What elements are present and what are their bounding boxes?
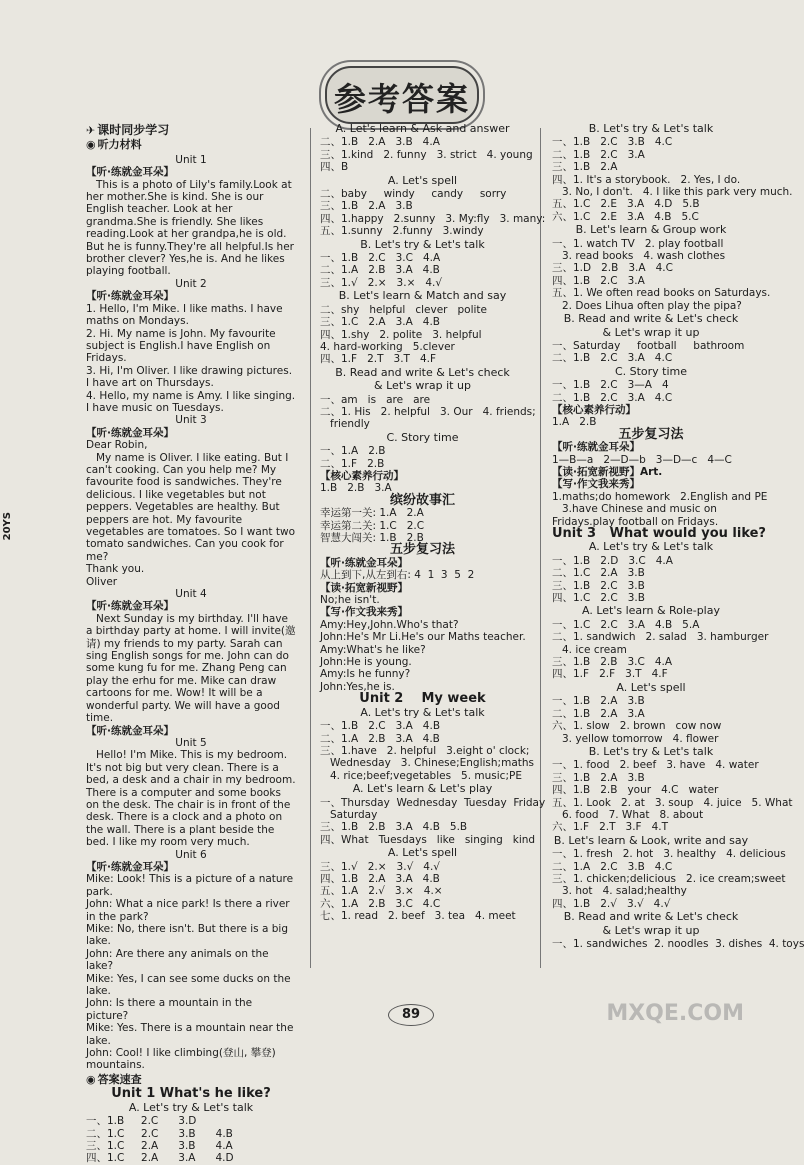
text-line: John:He is young. — [320, 656, 412, 669]
answer-list — [86, 1102, 296, 1165]
section-heading: C. Story time — [386, 430, 459, 444]
text-line: Unit 4 — [175, 588, 207, 601]
text-line: 三、1.√ 2.× 3.× 4.√ — [320, 276, 443, 289]
section-heading: B. Let's try & Let's talk — [588, 122, 714, 135]
text-line: 五、1.C 2.E 3.A 4.D 5.B — [552, 198, 700, 211]
text-line: 一、Saturday football bathroom — [552, 339, 745, 352]
text-line: 二、1.B 2.A 3.A — [552, 707, 645, 720]
text-line: 四、1.C 2.C 3.B — [552, 592, 645, 605]
text-line: 四、1.B 2.B your 4.C water — [552, 784, 719, 797]
text-line: 一、1. sandwiches 2. noodles 3. dishes 4. toys — [552, 938, 804, 950]
section-heading: A. Let's spell — [387, 173, 458, 187]
text-line: 四、1.happy 2.sunny 3. My:fly 3. many: — [320, 212, 546, 225]
text-line: 三、1. chicken;delicious 2. ice cream;sweet — [552, 872, 786, 885]
section-heading: & Let's wrap it up — [374, 379, 471, 393]
text-line: Amy:What's he like? — [320, 643, 426, 656]
text-line: John:Yes,he is. — [320, 680, 395, 693]
section-heading: B. Let's try & Let's talk — [360, 237, 485, 251]
text-line: 五步复习法 — [389, 542, 455, 558]
text-line: Dear Robin, — [86, 439, 148, 452]
text-line: 六、1.C 2.E 3.A 4.B 5.C — [552, 210, 699, 223]
text-line: 三、1.B 2.B 3.C 4.A — [552, 656, 673, 669]
text-line: 四、1.F 2.F 3.T 4.F — [552, 668, 668, 681]
text-line: 3.have Chinese and music on — [562, 503, 717, 516]
section-heading: A. Let's spell — [387, 846, 458, 860]
answers-title: ◉ 答案速查 — [86, 1072, 142, 1086]
column-divider — [310, 128, 311, 968]
text-line: 四、1.shy 2. polite 3. helpful — [320, 328, 482, 341]
text-line: 智慧大闯关: 1.B 2.B — [320, 532, 424, 544]
text-line: 四、1.B 2.√ 3.√ 4.√ — [552, 897, 671, 910]
listening-material — [86, 154, 296, 1072]
text-line: 四、1.B 2.A 3.A 4.B — [320, 872, 440, 885]
section-heading: B. Let's learn & Group work — [575, 223, 727, 237]
text-line: 三、1.B 2.C 3.B — [552, 579, 645, 592]
text-line: 1.B 2.B 3.A — [320, 482, 392, 495]
text-line: 一、1.A 2.B — [320, 445, 386, 458]
section-heading: & Let's wrap it up — [602, 923, 700, 937]
text-line: 3. read books 4. wash clothes — [562, 250, 726, 263]
text-line: No;he isn't. — [320, 594, 380, 607]
text-line: 3. No, I don't. 4. I like this park very much. — [562, 186, 793, 199]
text-line: 三、1.C 2.A 3.B 4.A — [86, 1139, 233, 1152]
text-line: My name is Oliver. I like eating. But I can't cooking. Can you help me? My favourite food is sandwiches. They're delicious. I like vegetables but not peppers. Vegetables are healthy. But peppers are hot. My favourite vegetables are tomatoes. So I want two tomato sandwiches. Can you cook for me? — [86, 451, 295, 563]
unit-title: Unit 1 What's he like? — [111, 1086, 271, 1102]
text-line: 三、1.C 2.A 3.A 4.B — [320, 316, 441, 329]
text-line: Mike: Look! This is a picture of a nature park. — [86, 873, 294, 898]
section-heading: B. Read and write & Let's check — [335, 365, 510, 379]
text-line: 一、1.B 2.C 3—A 4 — [552, 379, 669, 392]
text-line: 从上到下,从左到右: 4 1 3 5 2 — [320, 569, 475, 582]
section-title: ✈ 课时同步学习 — [86, 123, 170, 137]
text-line: 一、1.B 2.D 3.C 4.A — [552, 554, 673, 567]
text-line: 四、1.B 2.C 3.A — [552, 274, 645, 287]
text-line: 4. rice;beef;vegetables 5. music;PE — [330, 769, 522, 782]
text-line: 五步复习法 — [618, 426, 684, 442]
text-line: 三、1.B 2.B 3.A 4.B 5.B — [320, 821, 468, 834]
text-line: 二、shy helpful clever polite — [320, 303, 487, 316]
text-line: Unit 5 — [175, 736, 207, 749]
text-line: 【听·练就金耳朵】 — [552, 441, 640, 454]
text-line: 【听·练就金耳朵】 — [320, 556, 408, 569]
text-line: 三、1.√ 2.× 3.√ 4.√ — [320, 860, 440, 873]
text-line: 三、1.B 2.A 3.B — [320, 200, 413, 213]
text-line: 【听·练就金耳朵】 — [86, 724, 174, 737]
text-line: 二、1.B 2.C 3.A 4.C — [552, 391, 673, 404]
text-line: 三、1.have 2. helpful 3.eight o' clock; — [320, 744, 530, 757]
bullet-icon: ◉ — [86, 138, 96, 152]
text-line: 二、1.A 2.B 3.A 4.B — [320, 264, 440, 277]
column-right — [552, 122, 804, 982]
text-line: 二、1.C 2.C 3.B 4.B — [86, 1127, 233, 1140]
text-line: 幸运第一关: 1.A 2.A — [320, 507, 424, 520]
text-line: Amy:Hey,John.Who's that? — [320, 618, 459, 631]
title-banner — [325, 66, 479, 124]
side-label: 20YS — [2, 512, 13, 541]
text-line: 二、1.B 2.C 3.A 4.C — [552, 352, 673, 365]
text-line: Fridays.play football on Fridays. — [552, 515, 719, 528]
text-line: 三、1.kind 2. funny 3. strict 4. young — [320, 148, 533, 161]
text-line: 三、1.D 2.B 3.A 4.C — [552, 262, 673, 275]
text-line: 二、1.C 2.A 3.B — [552, 567, 645, 580]
text-line: 二、1.A 2.B 3.A 4.B — [320, 732, 440, 745]
text-line: 三、1.B 2.A 3.B — [552, 771, 645, 784]
text-line: Unit 3 — [175, 414, 207, 427]
text-line: 【读·拓宽新视野】 — [320, 581, 408, 594]
text-line: 1.maths;do homework 2.English and PE — [552, 490, 768, 503]
text-line: 4. ice cream — [562, 643, 627, 656]
text-line: 四、What Tuesdays like singing kind — [320, 833, 536, 846]
text-line: 缤纷故事汇 — [389, 492, 455, 508]
text-line: Unit 2 My week — [359, 691, 486, 707]
section-heading: A. Let's try & Let's talk — [588, 540, 714, 554]
section-heading: B. Let's learn & Look, write and say — [553, 833, 749, 847]
text-line: 一、Thursday Wednesday Tuesday Friday — [320, 796, 546, 809]
text-line: 3. hot 4. salad;healthy — [562, 885, 687, 898]
text-line: 【听·练就金耳朵】 — [86, 600, 174, 613]
text-line: 一、1. fresh 2. hot 3. healthy 4. delicious — [552, 848, 786, 861]
text-line: 【核心素养行动】 — [552, 403, 636, 416]
text-line: Unit 3 What would you like? — [552, 526, 766, 541]
text-line: John: Is there a mountain in the picture? — [86, 997, 253, 1022]
text-line: 2. Does Lihua often play the pipa? — [562, 299, 742, 312]
text-line: Next Sunday is my birthday. I'll have a birthday party at home. I will invite(邀请) my friends to my party. Sarah can sing English songs for me. John can do some kung fu for me. Zhang Peng can play the erhu for me. Mike can draw cartoons for me. Wow! It will be a wonderful party. We will have a good time. — [86, 612, 296, 725]
column-middle — [320, 122, 546, 982]
text-line: 七、1. read 2. beef 3. tea 4. meet — [320, 910, 516, 923]
text-line: 六、1.F 2.T 3.F 4.T — [552, 821, 669, 834]
text-line: 一、1.B 2.C 3.C 4.A — [320, 252, 441, 265]
section-heading: A. Let's learn & Ask and answer — [335, 122, 510, 135]
text-line: 一、am is are are — [320, 393, 431, 406]
answer-list — [552, 122, 804, 950]
text-line: 二、1.B 2.C 3.A — [552, 148, 645, 161]
text-line: 【听·练就金耳朵】 — [86, 166, 174, 179]
section-heading: A. Let's spell — [616, 680, 686, 694]
text-line: 幸运第二关: 1.C 2.C — [320, 519, 425, 532]
text-line: 一、1.B 2.A 3.B — [552, 695, 645, 708]
text-line: 四、1.C 2.A 3.A 4.D — [86, 1152, 234, 1165]
text-line: 4. Hello, my name is Amy. I like singing. I have music on Tuesdays. — [86, 389, 296, 414]
text-line: Mike: Yes, I can see some ducks on the lake. — [86, 972, 291, 998]
section-heading: C. Story time — [614, 364, 688, 378]
text-line: 一、1. food 2. beef 3. have 4. water — [552, 759, 759, 772]
text-line: 【核心素养行动】 — [320, 469, 404, 482]
text-line: This is a photo of Lily's family.Look at her mother.She is kind. She is our English teacher. Look at her grandma.She is friendly. She likes reading.Look at her grandpa,he is old. But he is funny.They're all helpful.Is her brother clever? Yes,he is. And he likes playing football. — [86, 178, 294, 278]
text-line: Mike: Yes. There is a mountain near the lake. — [86, 1022, 294, 1047]
text-line: Oliver — [86, 575, 118, 588]
sub-section-title: ◉ 听力材料 — [86, 138, 142, 152]
text-line: 六、1.A 2.B 3.C 4.C — [320, 897, 441, 910]
text-line: 一、1.C 2.C 3.A 4.B 5.A — [552, 618, 700, 631]
section-heading: A. Let's try & Let's talk — [128, 1100, 254, 1114]
text-line: 二、1.A 2.C 3.B 4.C — [552, 860, 673, 873]
text-line: 【听·练就金耳朵】 — [86, 860, 174, 873]
text-line: 五、1.A 2.√ 3.× 4.× — [320, 885, 443, 898]
text-line: 【读·拓宽新视野】Art. — [552, 465, 663, 478]
text-line: 3. Hi, I'm Oliver. I like drawing pictures. I have art on Thursdays. — [86, 364, 293, 390]
text-line: 【听·练就金耳朵】 — [86, 426, 174, 439]
watermark: MXQE.COM — [606, 1001, 744, 1026]
section-heading: A. Let's learn & Role-play — [582, 604, 720, 618]
text-line: 二、baby windy candy sorry — [320, 188, 507, 201]
text-line: 二、1.F 2.B — [320, 457, 385, 470]
section-heading: B. Let's try & Let's talk — [588, 744, 714, 758]
text-line: 五、1. We often read books on Saturdays. — [552, 287, 771, 300]
text-line: Hello! I'm Mike. This is my bedroom. It's not big but very clean. There is a bed, a desk and a chair in my bedroom. There is a computer and some books on the desk. The chair is in front of the desk. There is a clock and a photo on the wall. There is a plant beside the bed. I like my room very much. — [86, 749, 296, 849]
page-title: 参考答案 — [333, 80, 470, 118]
text-line: Wednesday 3. Chinese;English;maths — [330, 757, 535, 770]
column-left — [86, 122, 296, 1165]
text-line: 6. food 7. What 8. about — [562, 808, 704, 821]
text-line: 一、1.B 2.C 3.B 4.C — [552, 136, 673, 149]
text-line: 四、1.F 2.T 3.T 4.F — [320, 353, 437, 366]
text-line: 二、1. His 2. helpful 3. Our 4. friends; — [320, 405, 536, 418]
text-line: Unit 1 — [175, 153, 207, 166]
arrow-icon: ✈ — [86, 124, 96, 137]
text-line: 3. yellow tomorrow 4. flower — [562, 732, 719, 745]
text-line: Mike: No, there isn't. But there is a big lake. — [86, 923, 288, 948]
text-line: John:He's Mr Li.He's our Maths teacher. — [320, 631, 526, 644]
text-line: 六、1. slow 2. brown cow now — [552, 720, 722, 733]
text-line: Thank you. — [86, 563, 145, 576]
text-line: John: Cool! I like climbing(登山, 攀登) mountains. — [86, 1047, 276, 1072]
text-line: 二、1.B 2.A 3.B 4.A — [320, 136, 440, 149]
text-line: 五、1. Look 2. at 3. soup 4. juice 5. What — [552, 796, 793, 809]
text-line: friendly — [330, 418, 370, 431]
text-line: 二、1. sandwich 2. salad 3. hamburger — [552, 631, 769, 644]
text-line: 1—B—a 2—D—b 3—D—c 4—C — [552, 453, 732, 466]
column-divider — [540, 128, 541, 968]
answer-list — [320, 122, 546, 923]
text-line: 【写·作文我来秀】 — [552, 478, 640, 491]
text-line: 1.A 2.B — [552, 416, 597, 429]
text-line: 4. hard-working 5.clever — [320, 340, 455, 353]
text-line: 【写·作文我来秀】 — [320, 606, 408, 619]
section-heading: & Let's wrap it up — [602, 325, 700, 339]
text-line: 五、1.sunny 2.funny 3.windy — [320, 225, 484, 238]
text-line: Saturday — [330, 808, 378, 821]
text-line: 三、1.B 2.A — [552, 161, 618, 174]
text-line: Unit 6 — [175, 848, 207, 861]
text-line: 四、B — [320, 161, 349, 174]
text-line: John: Are there any animals on the lake? — [86, 947, 269, 973]
text-line: 1. Hello, I'm Mike. I like maths. I have maths on Mondays. — [86, 302, 283, 328]
section-heading: B. Read and write & Let's check — [563, 312, 739, 326]
section-heading: B. Read and write & Let's check — [563, 910, 739, 924]
text-line: Amy:Is he funny? — [320, 668, 411, 681]
text-line: Unit 2 — [175, 277, 207, 290]
text-line: 2. Hi. My name is John. My favourite subject is English.I have English on Fridays. — [86, 327, 276, 365]
section-heading: A. Let's learn & Let's play — [352, 782, 493, 796]
text-line: 一、1.B 2.C 3.A 4.B — [320, 720, 441, 733]
text-line: 一、1.B 2.C 3.D — [86, 1115, 197, 1128]
section-heading: B. Let's learn & Match and say — [338, 289, 507, 303]
text-line: John: What a nice park! Is there a river in the park? — [86, 898, 290, 923]
section-heading: A. Let's try & Let's talk — [360, 705, 485, 719]
text-line: 一、1. watch TV 2. play football — [552, 237, 724, 250]
text-line: 四、1. It's a storybook. 2. Yes, I do. — [552, 173, 741, 186]
text-line: 【听·练就金耳朵】 — [86, 290, 174, 303]
page-number: 89 — [388, 1004, 434, 1026]
bullet-icon: ◉ — [86, 1072, 96, 1086]
